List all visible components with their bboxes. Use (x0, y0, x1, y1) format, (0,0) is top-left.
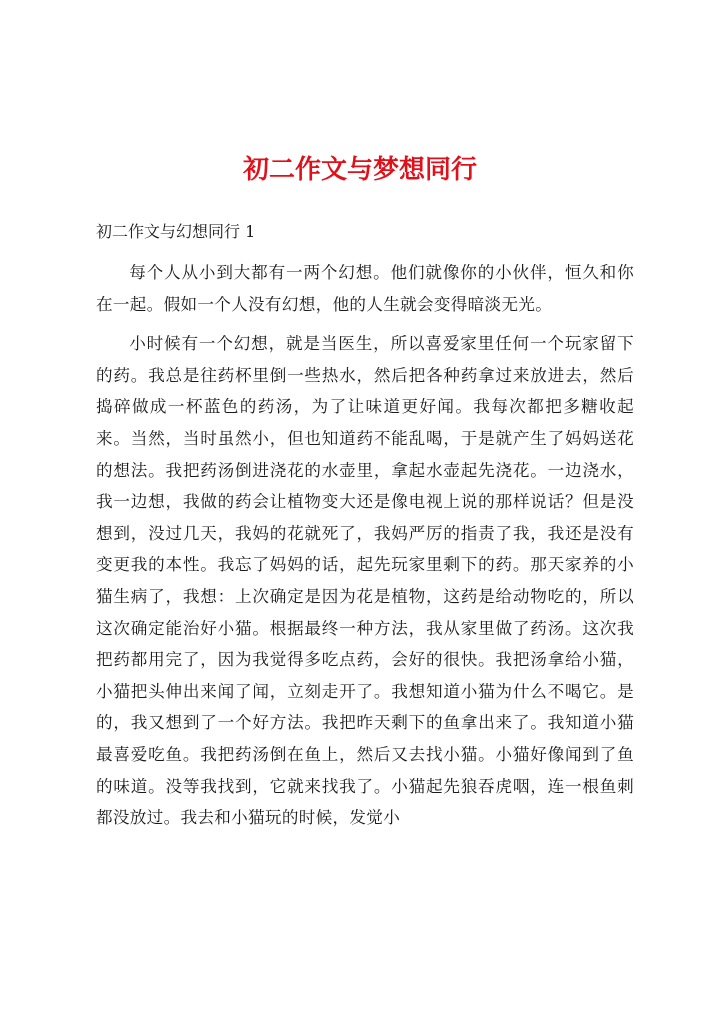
section-subtitle: 初二作文与幻想同行 1 (96, 222, 256, 241)
essay-body (96, 257, 634, 834)
document-title: 初二作文与梦想同行 (242, 155, 477, 185)
paragraph-intro: 每个人从小到大都有一两个幻想。他们就像你的小伙伴，恒久和你在一起。假如一个人没有幻想，他的人生就会变得暗淡无光。 (96, 263, 634, 314)
paragraph-story: 小时候有一个幻想，就是当医生，所以喜爱家里任何一个玩家留下的药。我总是往药杯里倒一些热水，然后把各种药拿过来放进去，然后捣碎做成一杯蓝色的药汤，为了让味道更好闻。我每次都把多糖收起来。当然，当时虽然小，但也知道药不能乱喝，于是就产生了妈妈送花的想法。我把药汤倒进浇花的水壶里，拿起水壶起先浇花。一边浇水，我一边想，我做的药会让植物变大还是像电视上说的那样说话？但是没想到，没过几天，我妈的花就死了，我妈严厉的指责了我，我还是没有变更我的本性。我忘了妈妈的话，起先玩家里剩下的药。那天家养的小猫生病了，我想：上次确定是因为花是植物，这药是给动物吃的，所以这次确定能治好小猫。根据最终一种方法，我从家里做了药汤。这次我把药都用完了，因为我觉得多吃点药，会好的很快。我把汤拿给小猫，小猫把头伸出来闻了闻，立刻走开了。我想知道小猫为什么不喝它。是的，我又想到了一个好方法。我把昨天剩下的鱼拿出来了。我知道小猫最喜爱吃鱼。我把药汤倒在鱼上，然后又去找小猫。小猫好像闻到了鱼的味道。没等我找到，它就来找我了。小猫起先狼吞虎咽，连一根鱼刺都没放过。我去和小猫玩的时候，发觉小 (96, 334, 634, 828)
